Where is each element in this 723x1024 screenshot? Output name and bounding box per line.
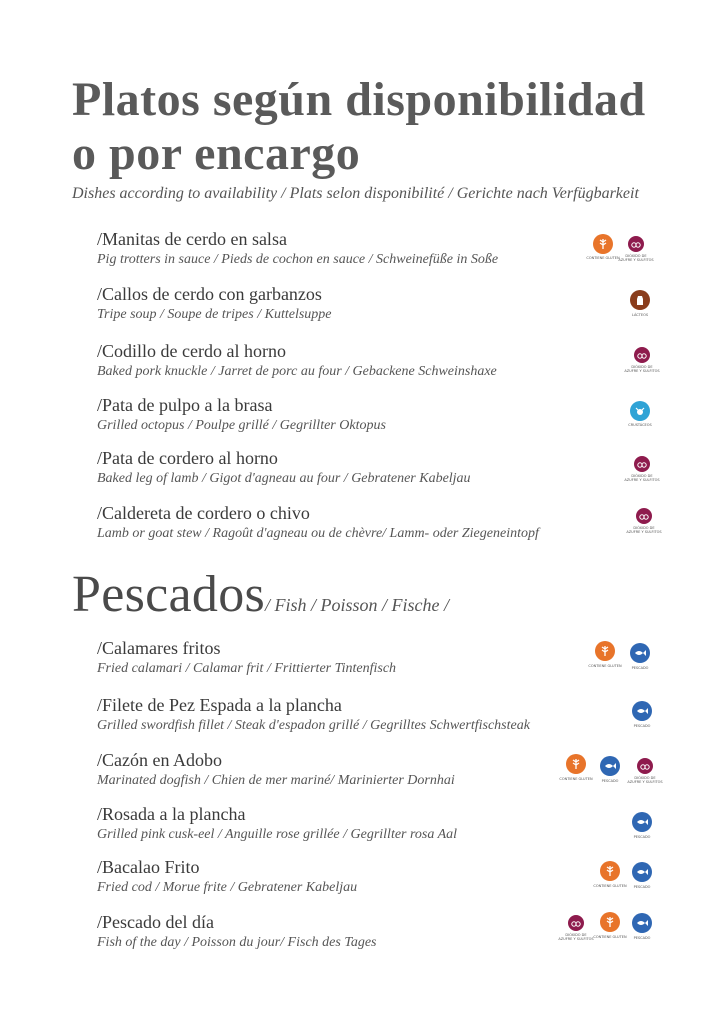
page-title-line2: o por encargo (72, 127, 361, 180)
dish-name: /Pata de pulpo a la brasa (97, 395, 273, 415)
sulphites-label: DIÓXIDO DE AZUFRE Y SULFITOS (626, 526, 662, 534)
dish-translations: Fried calamari / Calamar frit / Frittierter Tintenfisch (97, 661, 397, 676)
dish-translations: Marinated dogfish / Chien de mer mariné/ Marinierter Dornhai (97, 773, 455, 788)
dish-name: /Pescado del día (97, 912, 214, 932)
fish-label: PESCADO (631, 666, 649, 670)
dairy-label: LÁCTEOS (631, 313, 649, 317)
section-heading-fish (72, 565, 449, 624)
section-translations: / Fish / Poisson / Fische / (265, 595, 450, 615)
dish-translations: Pig trotters in sauce / Pieds de cochon en sauce / Schweinefüße in Soße (97, 252, 499, 267)
section-title: Pescados (72, 566, 266, 623)
dish-item (97, 911, 376, 953)
dish-name: /Bacalao Frito (97, 857, 200, 877)
gluten-icon (600, 861, 620, 881)
dish-item (97, 749, 455, 791)
dish-item (97, 447, 471, 489)
sulphites-icon (568, 915, 584, 931)
dish-item (97, 340, 497, 382)
fish-icon (632, 701, 652, 721)
gluten-label: CONTIENE GLUTEN (588, 664, 622, 668)
fish-icon (632, 913, 652, 933)
dairy-icon (630, 290, 650, 310)
sulphites-icon (634, 347, 650, 363)
dish-name: /Codillo de cerdo al horno (97, 341, 286, 361)
gluten-icon (600, 912, 620, 932)
dish-name: /Caldereta de cordero o chivo (97, 503, 310, 523)
dish-item (97, 228, 498, 270)
fish-icon (600, 756, 620, 776)
sulphites-label: DIÓXIDO DE AZUFRE Y SULFITOS (624, 365, 660, 373)
dish-name: /Cazón en Adobo (97, 750, 222, 770)
fish-label: PESCADO (633, 936, 651, 940)
dish-translations: Fried cod / Morue frite / Gebratener Kabeljau (97, 880, 358, 895)
page-subtitle: Dishes according to availability / Plats selon disponibilité / Gerichte nach Verfügbarkeit (72, 185, 639, 202)
sulphites-label: DIÓXIDO DE AZUFRE Y SULFITOS (558, 933, 594, 941)
dish-translations: Fish of the day / Poisson du jour/ Fisch des Tages (97, 935, 377, 950)
fish-label: PESCADO (633, 835, 651, 839)
dish-translations: Tripe soup / Soupe de tripes / Kuttelsuppe (97, 307, 332, 322)
fish-icon (632, 812, 652, 832)
dish-translations: Lamb or goat stew / Ragoût d'agneau ou de chèvre/ Lamm- oder Ziegeneintopf (97, 526, 539, 541)
fish-label: PESCADO (633, 885, 651, 889)
gluten-label: CONTIENE GLUTEN (586, 256, 620, 260)
dish-item (97, 394, 386, 436)
sulphites-icon (637, 758, 653, 774)
fish-label: PESCADO (633, 724, 651, 728)
gluten-icon (593, 234, 613, 254)
dish-item (97, 694, 530, 736)
dish-item (97, 502, 539, 544)
sulphites-icon (634, 456, 650, 472)
dish-name: /Callos de cerdo con garbanzos (97, 284, 322, 304)
sulphites-icon (636, 508, 652, 524)
sulphites-label: DIÓXIDO DE AZUFRE Y SULFITOS (618, 254, 654, 262)
dish-translations: Baked leg of lamb / Gigot d'agneau au four / Gebratener Kabeljau (97, 471, 471, 486)
dish-name: /Filete de Pez Espada a la plancha (97, 695, 342, 715)
gluten-icon (566, 754, 586, 774)
dish-item (97, 856, 357, 898)
dish-item (97, 637, 396, 679)
dish-name: /Calamares fritos (97, 638, 221, 658)
page-title-line1: Platos según disponibilidad (72, 73, 646, 126)
dish-name: /Manitas de cerdo en salsa (97, 229, 287, 249)
dish-name: /Rosada a la plancha (97, 804, 246, 824)
dish-translations: Grilled pink cusk-eel / Anguille rose grillée / Gegrillter rosa Aal (97, 827, 458, 842)
dish-translations: Baked pork knuckle / Jarret de porc au four / Gebackene Schweinshaxe (97, 364, 497, 379)
dish-item (97, 803, 457, 845)
sulphites-icon (628, 236, 644, 252)
gluten-label: CONTIENE GLUTEN (593, 884, 627, 888)
fish-label: PESCADO (601, 779, 619, 783)
dish-translations: Grilled swordfish fillet / Steak d'espadon grillé / Gegrilltes Schwertfischsteak (97, 718, 530, 733)
fish-icon (630, 643, 650, 663)
crustaceans-icon (630, 401, 650, 421)
gluten-icon (595, 641, 615, 661)
fish-icon (632, 862, 652, 882)
crustaceans-label: CRUSTÁCEOS (628, 423, 652, 427)
sulphites-label: DIÓXIDO DE AZUFRE Y SULFITOS (624, 474, 660, 482)
sulphites-label: DIÓXIDO DE AZUFRE Y SULFITOS (627, 776, 663, 784)
dish-translations: Grilled octopus / Poulpe grillé / Gegrillter Oktopus (97, 418, 386, 433)
dish-name: /Pata de cordero al horno (97, 448, 278, 468)
gluten-label: CONTIENE GLUTEN (593, 935, 627, 939)
gluten-label: CONTIENE GLUTEN (559, 777, 593, 781)
dish-item (97, 283, 332, 325)
